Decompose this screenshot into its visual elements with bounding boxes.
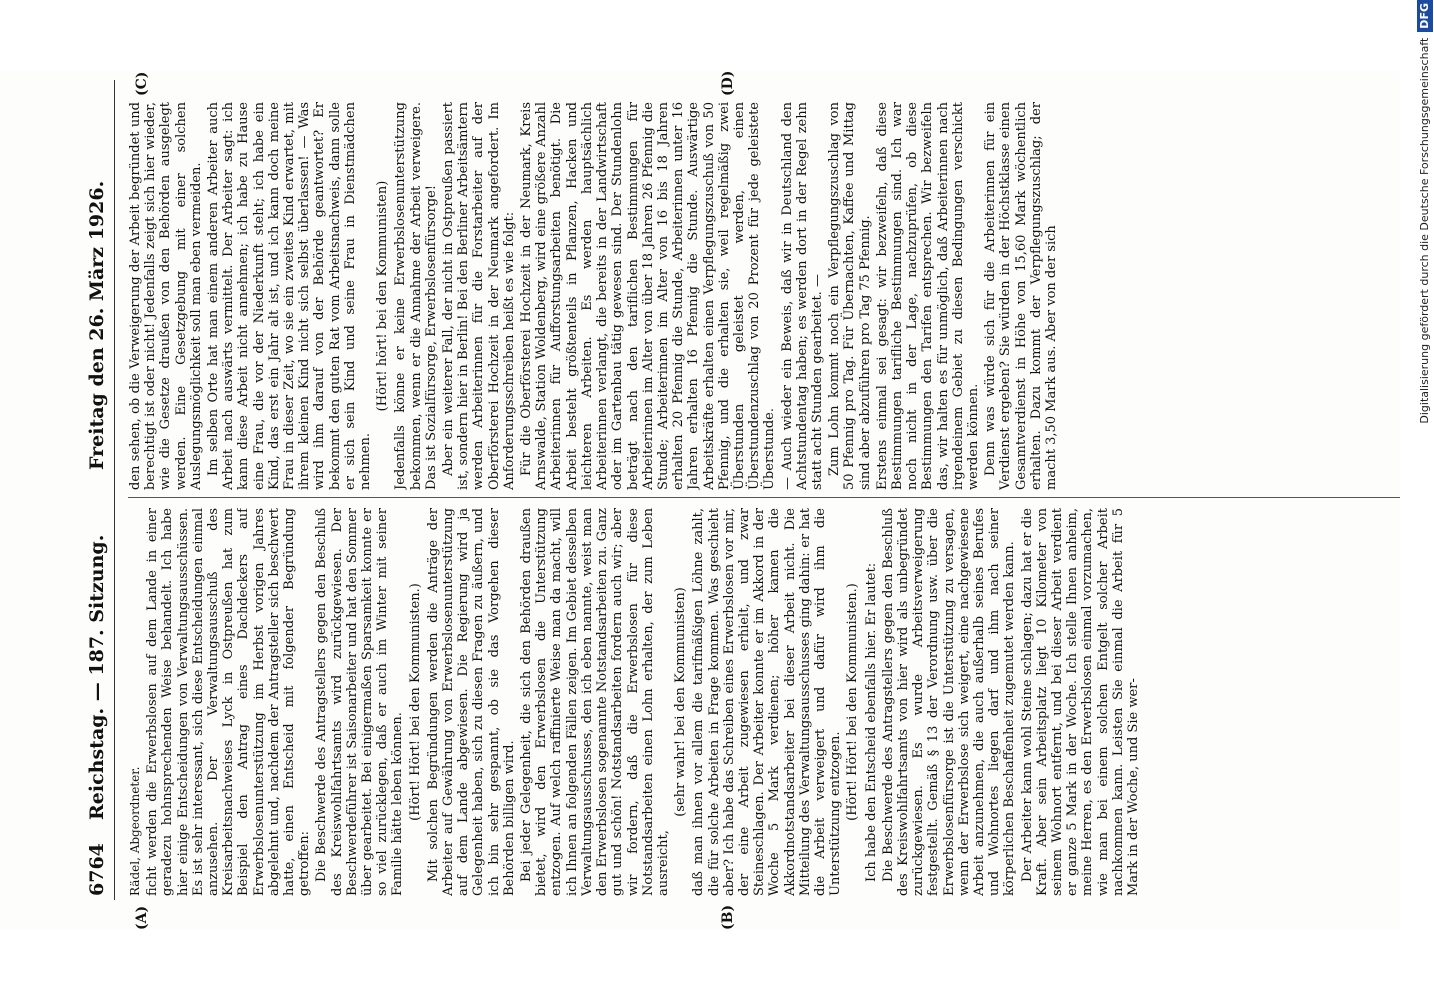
left-column — [128, 508, 1400, 896]
paragraph: Aber ein weiterer Fall, der nicht in Ostpreußen passiert ist, sondern hier in Berlin! Bei den Berliner Arbeitsämtern werden Arbeiterinnen für die Forstarbeiter auf der Oberförsterei Hochzeit in der Neumark angefordert. Im Anforderungsschreiben heißt es wie folgt: — [441, 102, 517, 490]
credit-text-rotated — [1414, 0, 1434, 1000]
header-session: Reichstag. — 187. Sitzung. — [86, 534, 108, 820]
paragraph: Jedenfalls könne er keine Erwerbslosenunterstützung bekommen, wenn er die Annahme der Arbeit verweigere. Das ist Sozialfürsorge, Erwerbslosenfürsorge! — [393, 102, 439, 490]
column-divider — [128, 497, 1400, 498]
speaker-line: Rädel, Abgeordneter. — [128, 766, 142, 896]
interjection: (Hört! hört! bei den Kommunisten) — [375, 180, 391, 412]
paragraph: — Auch wieder ein Beweis, daß wir in Deutschland den Achtstundentag haben; es werden dort in der Regel zehn statt acht Stunden gearbeitet. — — [779, 102, 825, 490]
paragraph: daß man ihnen vor allem die tarifmäßigen Löhne zahlt, die für solche Arbeiten in Frage kommen. Was geschieht aber? Ich habe das Schreiben eines Erwerbslosen vor mir, der eine Arbeit zugewiesen erhielt, und zwar Steineschlagen. Der Arbeiter konnte er im Akkord in der Woche 5 Mark verdienen; höher kamen die Akkordnotstandsarbeiter bei dieser Arbeit nicht. Die Mitteilung des Verwaltungsausschusses ging dahin: er hat die Arbeit verweigert und dafür wird ihm die Unterstützung entzogen. — [691, 508, 844, 896]
margin-marker-a: (A) — [134, 905, 150, 930]
right-column — [128, 102, 1400, 490]
paragraph: ficht werden die Erwerbslosen auf dem Lande in einer geradezu hohnsprechenden Weise behandelt. Ich habe hier einige Entscheidungen von Verwaltungsausschüssen. Es ist sehr interessant, sich diese Entscheidungen einmal anzusehen. Der Verwaltungsausschuß des Kreisarbeitsnachweises Lyck in Ostpreußen hat zum Beispiel den Antrag eines Dachdeckers auf Erwerbslosenunterstützung im Herbst vorigen Jahres abgelehnt und, nachdem der Antragsteller sich beschwert hatte, einen Entscheid mit folgender Begründung getroffen: — [145, 508, 313, 896]
paragraph: Erstens einmal sei gesagt: wir bezweifeln, daß diese Bestimmungen tarifliche Bestimmungen sind. Ich war noch nicht in der Lage, nachzuprüfen, ob diese Bestimmungen den Tarifen entsprechen. Wir bezweifeln das, wir halten es für unmöglich, daß Arbeiterinnen nach irgendeinem Gebiet zu diesen Bedingungen verschickt werden können. — [874, 102, 981, 490]
paragraph: den sehen, ob die Verweigerung der Arbeit begründet und berechtigt ist oder nicht! Jedenfalls zeigt sich hier wieder, wie die Gesetze draußen von den Behörden ausgelegt werden. Eine Gesetzgebung mit einer solchen Auslegungsmöglichkeit soll man eben vermeiden. — [128, 102, 204, 490]
rotated-document-page — [0, 70, 1400, 930]
interjection: (sehr wahr! bei den Kommunisten) — [673, 587, 689, 817]
digitization-credit — [1412, 0, 1434, 1000]
page-number: 6764 — [86, 843, 108, 896]
paragraph: Im selben Orte hat man einem anderen Arbeiter auch Arbeit nach auswärts vermittelt. Der Arbeiter sagt: ich kann diese Arbeit nicht annehmen; ich habe zu Hause eine Frau, die vor der Niederkunft steht; ich habe ein Kind, das erst ein Jahr alt ist, und ich kann doch meine Frau in dieser Zeit, wo sie ein zweites Kind erwartet, mit ihrem kleinen Kind nicht sich selbst überlassen! — Was wird ihm darauf von der Behörde geantwortet? Er bekommt den guten Rat vom Arbeitsnachweis, dann solle er sich sein Kind und seine Frau in Dienstmädchen nehmen. — [206, 102, 374, 490]
interjection: (Hört! Hört! bei den Kommunisten.) — [407, 583, 423, 821]
paragraph: Mit solchen Begründungen werden die Anträge der Arbeiter auf Gewährung von Erwerbslosenunterstützung auf dem Lande abgewiesen. Die Regierung wird ja Gelegenheit haben, sich zu diesen Fragen zu äußern, und ich bin sehr gespannt, ob sie das Vorgehen dieser Behörden billigen wird. — [425, 508, 517, 896]
dfg-logo-badge: DFG — [1417, 0, 1433, 32]
header-date: Freitag den 26. März 1926. — [86, 180, 108, 470]
paragraph: Zum Lohn kommt noch ein Verpflegungszuschlag von 50 Pfennig pro Tag. Für Übernachten, Kaffee und Mittag sind aber abzuführen pro Tag 75 Pfennig. — [827, 102, 873, 490]
paragraph: Bei jeder Gelegenheit, die sich den Behörden draußen bietet, wird den Erwerbslosen die Unterstützung entzogen. Auf welch raffinierte Weise man da macht, will ich Ihnen an folgenden Fällen zeigen. Im Gebiet desselben Verwaltungsausschusses, den ich eben nannte, weist man den Erwerbslosen sogenannte Notstandsarbeiten zu. Ganz gut und schön! Notstandsarbeiten fordern auch wir; aber wir fordern, daß die Erwerbslosen für diese Notstandsarbeiten einen Lohn erhalten, der zum Leben ausreicht, — [519, 508, 671, 896]
margin-marker-b: (B) — [720, 904, 736, 930]
margin-marker-c: (C) — [134, 71, 150, 96]
page-header — [78, 80, 115, 900]
quoted-decision: Die Beschwerde des Antragstellers gegen den Beschluß des Kreiswohlfahrtsamts von hier wird als unbegründet zurückgewiesen. Es wurde Arbeitsverweigerung festgestellt. Gemäß § 13 der Verordnung usw. über die Erwerbslosenfürsorge ist die Unterstützung zu versagen, wenn der Erwerbslose sich weigert, eine nachgewiesene Arbeit anzunehmen, die auch außerhalb seines Berufes und Wohnortes liegen darf und ihm nach seiner körperlichen Beschaffenheit zugemutet werden kann. — [880, 508, 1018, 896]
margin-marker-d: (D) — [720, 70, 736, 96]
quoted-decision: Die Beschwerde des Antragstellers gegen den Beschluß des Kreiswohlfahrtsamts wird zurückgewiesen. Der Beschwerdeführer ist Saisonarbeiter und hat den Sommer über gearbeitet. Bei einigermaßen Sparsamkeit konnte er so viel zurücklegen, daß er auch im Winter mit seiner Familie hätte leben können. — [314, 508, 406, 896]
quoted-request: Für die Oberförsterei Hochzeit in der Neumark, Kreis Arnswalde, Station Woldenberg, wird eine größere Anzahl Arbeiterinnen für Aufforstungsarbeiten benötigt. Die Arbeit besteht größtenteils in Pflanzen, Hacken und leichteren Arbeiten. Es werden hauptsächlich Arbeiterinnen verlangt, die bereits in der Landwirtschaft oder im Gartenbau tätig gewesen sind. Der Stundenlohn beträgt nach den tariflichen Bestimmungen für Arbeiterinnen im Alter von über 18 Jahren 26 Pfennig die Stunde; Arbeiterinnen im Alter von 16 bis 18 Jahren erhalten 20 Pfennig die Stunde, Arbeiterinnen unter 16 Jahren erhalten 16 Pfennig die Stunde. Auswärtige Arbeitskräfte erhalten einen Verpflegungszuschuß von 50 Pfennig, und die erhalten sie, weil regelmäßig zwei Überstunden geleistet werden, einen Überstundenzuschlag von 20 Prozent für jede geleistete Überstunde. — [519, 102, 778, 490]
paragraph: Der Arbeiter kann wohl Steine schlagen; dazu hat er die Kraft. Aber sein Arbeitsplatz liegt 10 Kilometer von seinem Wohnort entfernt, und bei dieser Arbeit verdient er ganze 5 Mark in der Woche. Ich stelle Ihnen anheim, meine Herren, es den Erwerbslosen einmal vorzumachen, wie man bei einem solchen Entgelt solcher Arbeit nachkommen kann. Leisten Sie einmal die Arbeit für 5 Mark in der Woche, und Sie wer- — [1019, 508, 1141, 896]
interjection: (Hört! Hört! bei den Kommunisten.) — [845, 583, 861, 821]
paragraph: Denn was würde sich für die Arbeiterinnen für ein Verdienst ergeben? Sie würden in der Höchstklasse einen Gesamtverdienst in Höhe von 15,60 Mark wöchentlich erhalten. Dazu kommt der Verpflegungszuschlag; der macht 3,50 Mark aus. Aber von der sich — [983, 102, 1059, 490]
paragraph: Ich habe den Entscheid ebenfalls hier. Er lautet: — [863, 562, 879, 882]
credit-text: Digitalisierung gefördert durch die Deutsche Forschungsgemeinschaft — [1418, 37, 1431, 424]
